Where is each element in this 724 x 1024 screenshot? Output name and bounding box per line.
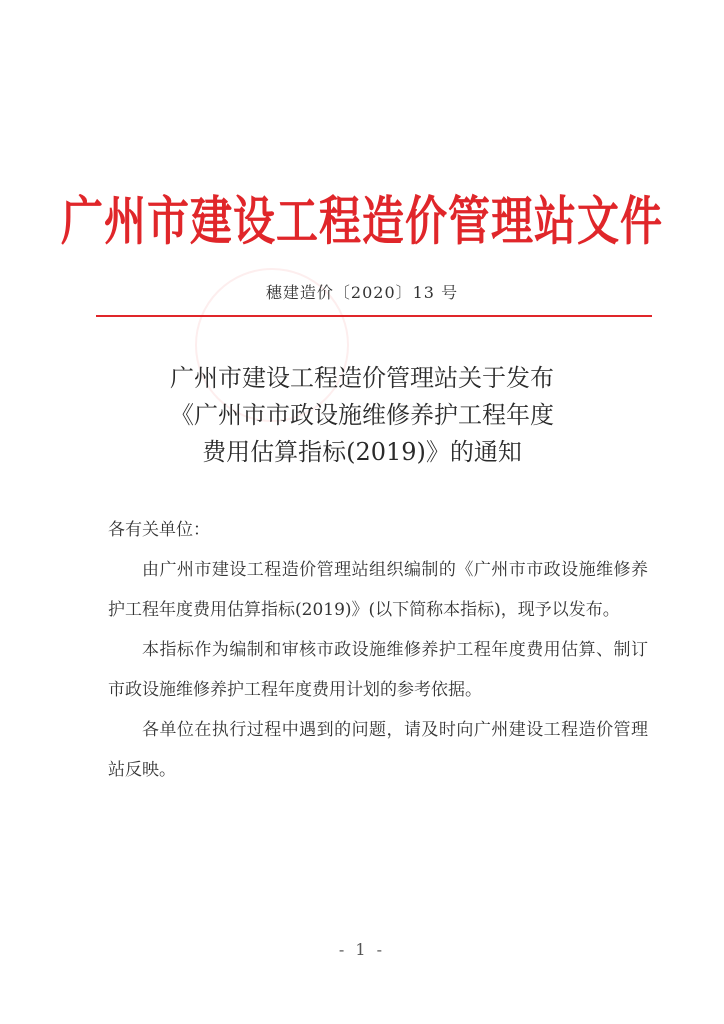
document-number: 穗建造价〔2020〕13 号 [265, 283, 459, 302]
red-divider-line [96, 315, 652, 317]
notice-title-line-1: 广州市建设工程造价管理站关于发布 [170, 364, 554, 392]
notice-title-line-3: 费用估算指标(2019)》的通知 [202, 438, 522, 466]
body-paragraph-2: 本指标作为编制和审核市政设施维修养护工程年度费用估算、制订市政设施维修养护工程年度费用计划的参考依据。 [108, 640, 648, 700]
notice-title [0, 360, 724, 471]
salutation: 各有关单位： [108, 520, 210, 540]
body-paragraph-1: 由广州市建设工程造价管理站组织编制的《广州市市政设施维修养护工程年度费用估算指标(2019)》(以下简称本指标)，现予以发布。 [108, 560, 648, 620]
issuer-header-title: 广州市建设工程造价管理站文件 [60, 190, 663, 252]
notice-body [108, 510, 648, 790]
notice-title-line-2: 《广州市市政设施维修养护工程年度 [170, 401, 554, 429]
page-number: - 1 - [338, 940, 386, 959]
body-paragraph-3: 各单位在执行过程中遇到的问题，请及时向广州建设工程造价管理站反映。 [108, 720, 648, 780]
